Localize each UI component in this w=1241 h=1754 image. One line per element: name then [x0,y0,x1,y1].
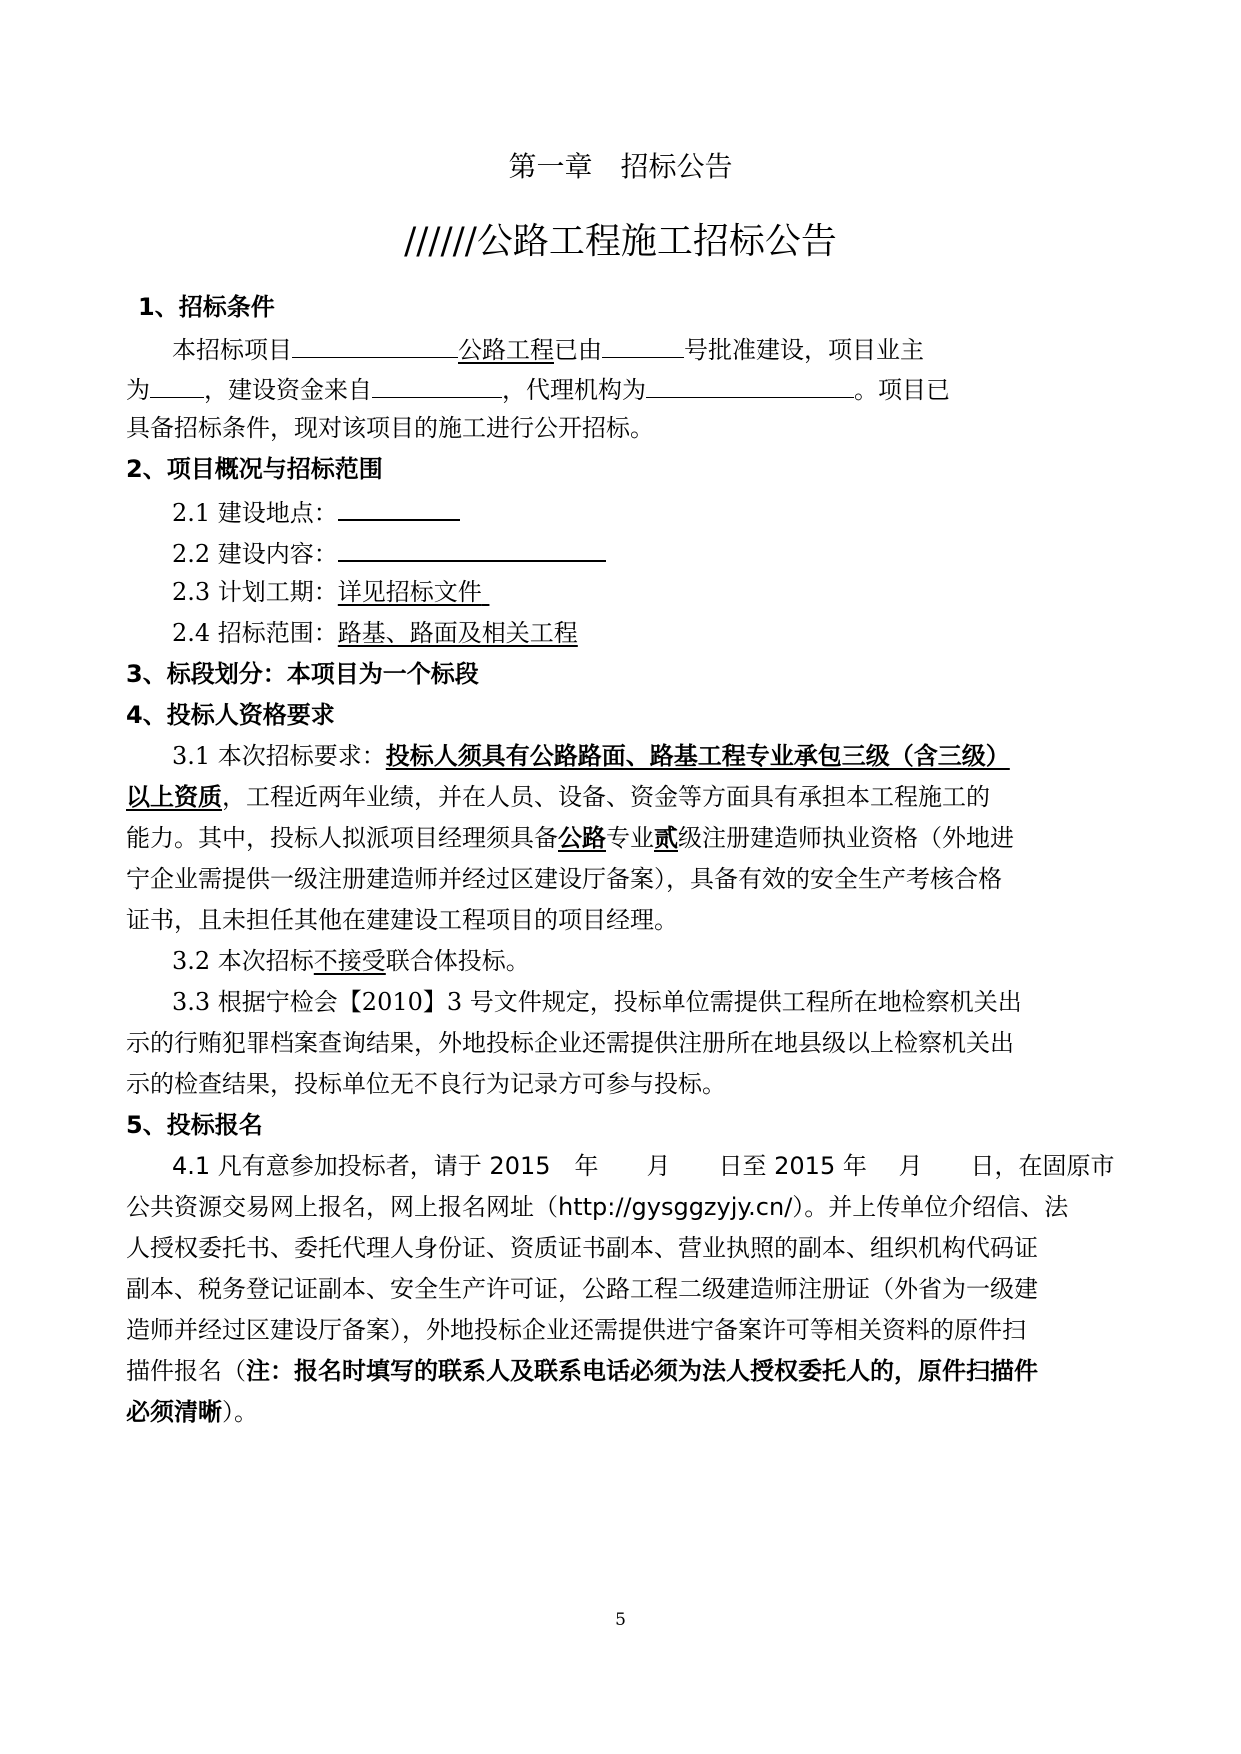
not-accepted: 不接受 [313,947,386,975]
text: 已由 [554,336,602,364]
qualification-line-3 [126,823,1014,853]
text: ）。 [222,1398,258,1426]
text: 为 [126,376,150,404]
text: ，工程近两年业绩，并在人员、设备、资金等方面具有承担本工程施工的 [222,783,990,811]
grade: 贰 [654,824,678,852]
registration-line-6 [126,1356,1038,1386]
text: 专业 [606,824,654,852]
construction-content [172,536,606,569]
blank-approval-number [602,333,684,358]
text: 。项目已 [854,376,950,404]
text: 级注册建造师执业资格（外地进 [678,824,1014,852]
chapter-title: 第一章 招标公告 [508,150,733,183]
joint-venture-clause [172,946,530,976]
planned-period [172,577,489,607]
registration-note: 注：报名时填写的联系人及联系电话必须为法人授权委托人的，原件扫描件 [246,1357,1038,1385]
page-number: 5 [615,1610,626,1630]
qualification-line-5: 证书，且未担任其他在建建设工程项目的项目经理。 [126,906,678,934]
construction-location [172,495,460,528]
qualification-line-4: 宁企业需提供一级注册建造师并经过区建设厅备案），具备有效的安全生产考核合格 [126,865,1002,893]
blank-fund-source [372,373,502,398]
qualification-requirement-cont: 以上资质 [126,783,222,811]
label: 2.4 招标范围： [172,619,338,647]
section-5-heading: 5、投标报名 [126,1111,263,1139]
registration-line-2: 公共资源交易网上报名，网上报名网址（http://gysggzyjy.cn/）。并上传单位介绍信、法 [126,1193,1069,1221]
section-4-heading: 4、投标人资格要求 [126,701,335,729]
section-1-line-3: 具备招标条件，现对该项目的施工进行公开招标。 [126,414,654,442]
registration-line-5: 造师并经过区建设厅备案），外地投标企业还需提供进宁备案许可等相关资料的原件扫 [126,1316,1026,1344]
registration-line-7 [126,1397,258,1427]
text: 描件报名（ [126,1357,246,1385]
label: 2.3 计划工期： [172,578,338,606]
bribery-clause-line-2: 示的行贿犯罪档案查询结果，外地投标企业还需提供注册所在地县级以上检察机关出 [126,1029,1014,1057]
text: ，代理机构为 [502,376,646,404]
text-highway: 公路工程 [458,336,554,364]
section-2-heading: 2、项目概况与招标范围 [126,455,383,483]
section-1-line-1 [172,333,924,365]
value: 详见招标文件 [337,578,482,606]
blank-location [338,495,460,521]
notice-title: //////公路工程施工招标公告 [404,221,837,262]
text: 联合体投标。 [385,947,530,975]
registration-line-4: 副本、税务登记证副本、安全生产许可证，公路工程二级建造师注册证（外省为一级建 [126,1275,1038,1303]
qualification-line-1 [172,741,1010,771]
section-1-heading: 1、招标条件 [138,293,275,321]
registration-line-3: 人授权委托书、委托代理人身份证、资质证书副本、营业执照的副本、组织机构代码证 [126,1234,1038,1262]
blank-project-name [292,333,458,358]
qualification-line-2 [126,782,990,812]
registration-note-cont: 必须清晰 [126,1398,222,1426]
blank-content [338,536,606,562]
specialty: 公路 [558,824,606,852]
text: 能力。其中，投标人拟派项目经理须具备 [126,824,558,852]
section-3-heading: 3、标段划分：本项目为一个标段 [126,660,479,688]
label: 2.1 建设地点： [172,499,338,527]
section-1-line-2 [126,373,950,405]
bribery-clause-line-1: 3.3 根据宁检会【2010】3 号文件规定，投标单位需提供工程所在地检察机关出 [172,988,1022,1016]
blank-owner [150,373,204,398]
qualification-requirement: 投标人须具有公路路面、路基工程专业承包三级（含三级） [385,742,1010,770]
text: 本招标项目 [172,336,292,364]
label: 2.2 建设内容： [172,540,338,568]
value: 路基、路面及相关工程 [337,619,578,647]
bribery-clause-line-3: 示的检查结果，投标单位无不良行为记录方可参与投标。 [126,1070,726,1098]
text: 3.1 本次招标要求： [172,742,386,770]
tender-scope [172,618,578,648]
text: ，建设资金来自 [204,376,372,404]
registration-line-1: 4.1 凡有意参加投标者，请于 2015 年 月 日至 2015 年 月 日，在固原市 [172,1152,1115,1180]
text: 3.2 本次招标 [172,947,314,975]
text: 号批准建设，项目业主 [684,336,924,364]
blank-agency [646,373,854,398]
